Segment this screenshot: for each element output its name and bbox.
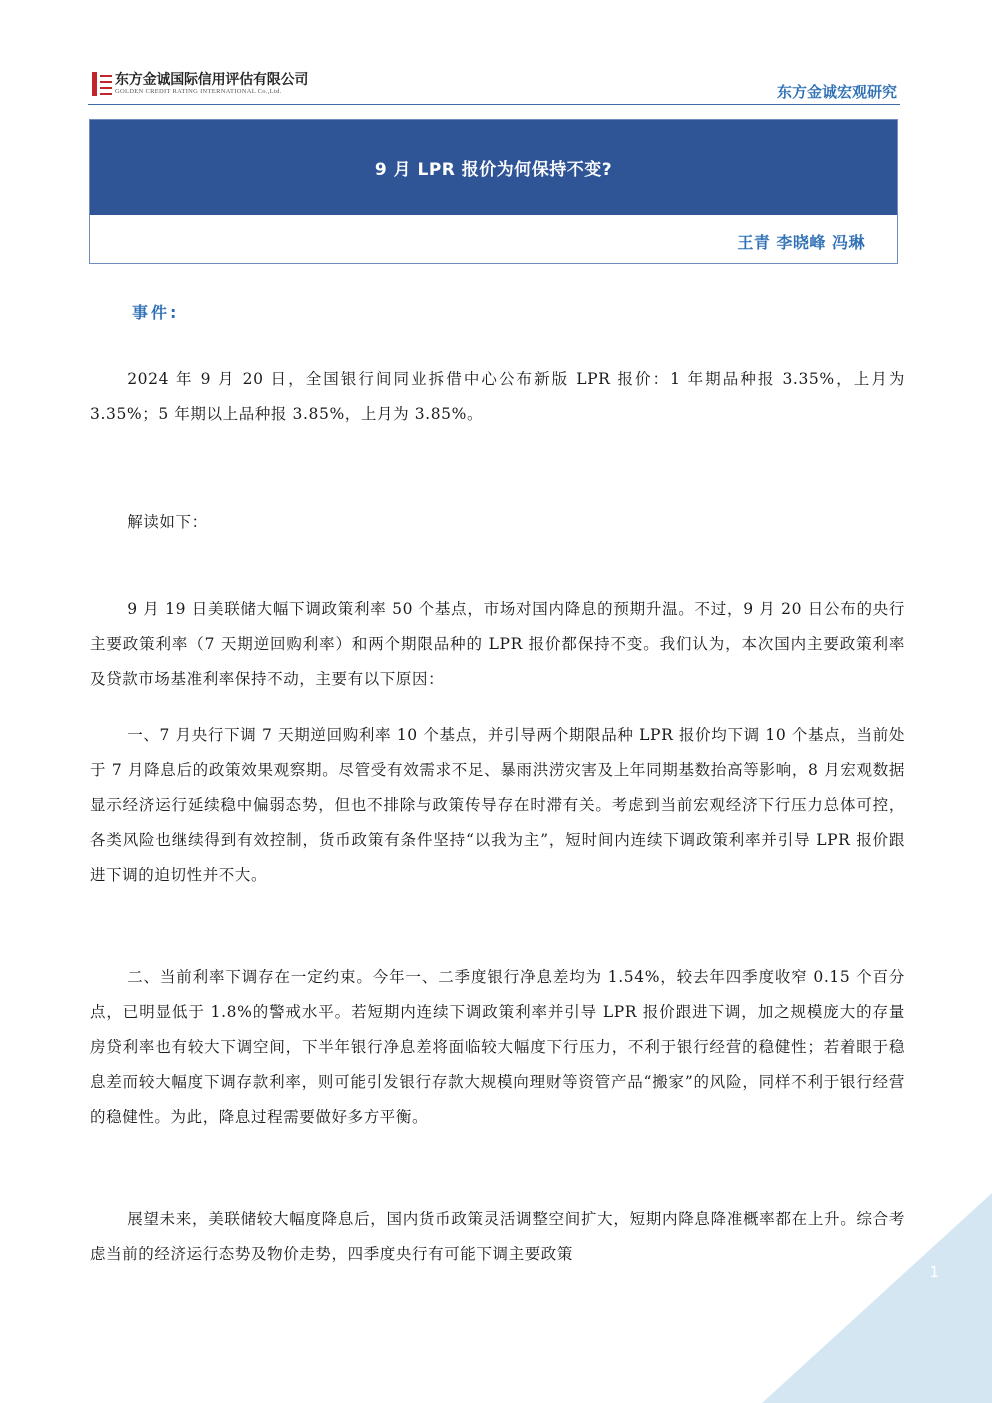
analysis-paragraph-4: 展望未来，美联储较大幅度降息后，国内货币政策灵活调整空间扩大，短期内降息降准概率都在上升。综合考虑当前的经济运行态势及物价走势，四季度央行有可能下调主要政策 — [90, 1210, 905, 1263]
page-number: 1 — [929, 1263, 939, 1281]
title-block — [89, 119, 898, 264]
intro-paragraph: 解读如下： — [127, 513, 208, 531]
analysis-paragraph-3: 二、当前利率下调存在一定约束。今年一、二季度银行净息差均为 1.54%，较去年四季度收窄 0.15 个百分点，已明显低于 1.8%的警戒水平。若短期内连续下调政策利率并引导 LPR 报价跟进下调，加之规模庞大的存量房贷利率也有较大下调空间，下半年银行净息差将面临较大幅度下行压力，不利于银行经营的稳健性；若着眼于稳息差而较大幅度下调存款利率，则可能引发银行存款大规模向理财等资管产品“搬家”的风险，同样不利于银行经营的稳健性。为此，降息过程需要做好多方平衡。 — [90, 968, 905, 1126]
event-heading: 事件: — [132, 303, 180, 322]
company-name-en: GOLDEN CREDIT RATING INTERNATIONAL Co.,Ltd. — [115, 87, 282, 95]
title-band — [90, 120, 897, 215]
event-paragraph: 2024 年 9 月 20 日，全国银行间同业拆借中心公布新版 LPR 报价：1 年期品种报 3.35%，上月为 3.35%；5 年期以上品种报 3.85%，上月为 3.85%。 — [90, 370, 905, 423]
corner-decoration — [762, 1193, 992, 1403]
logo-emblem-icon — [92, 72, 112, 96]
header-divider — [88, 104, 900, 105]
report-title: 9 月 LPR 报价为何保持不变? — [374, 160, 613, 180]
report-authors: 王青 李晓峰 冯琳 — [737, 233, 865, 252]
analysis-paragraph-1: 9 月 19 日美联储大幅下调政策利率 50 个基点，市场对国内降息的预期升温。不过，9 月 20 日公布的央行主要政策利率（7 天期逆回购利率）和两个期限品种的 LPR 报价都保持不变。我们认为，本次国内主要政策利率及贷款市场基准利率保持不动，主要有以下原因： — [90, 600, 905, 688]
company-logo — [92, 71, 308, 97]
company-name-cn: 东方金诚国际信用评估有限公司 — [115, 71, 309, 88]
report-series: 东方金诚宏观研究 — [776, 83, 897, 101]
analysis-paragraph-2: 一、7 月央行下调 7 天期逆回购利率 10 个基点，并引导两个期限品种 LPR 报价均下调 10 个基点，当前处于 7 月降息后的政策效果观察期。尽管受有效需求不足、暴雨洪涝灾害及上年同期基数抬高等影响，8 月宏观数据显示经济运行延续稳中偏弱态势，但也不排除与政策传导存在时滞有关。考虑到当前宏观经济下行压力总体可控，各类风险也继续得到有效控制，货币政策有条件坚持“以我为主”，短时间内连续下调政策利率并引导 LPR 报价跟进下调的迫切性并不大。 — [90, 726, 905, 884]
